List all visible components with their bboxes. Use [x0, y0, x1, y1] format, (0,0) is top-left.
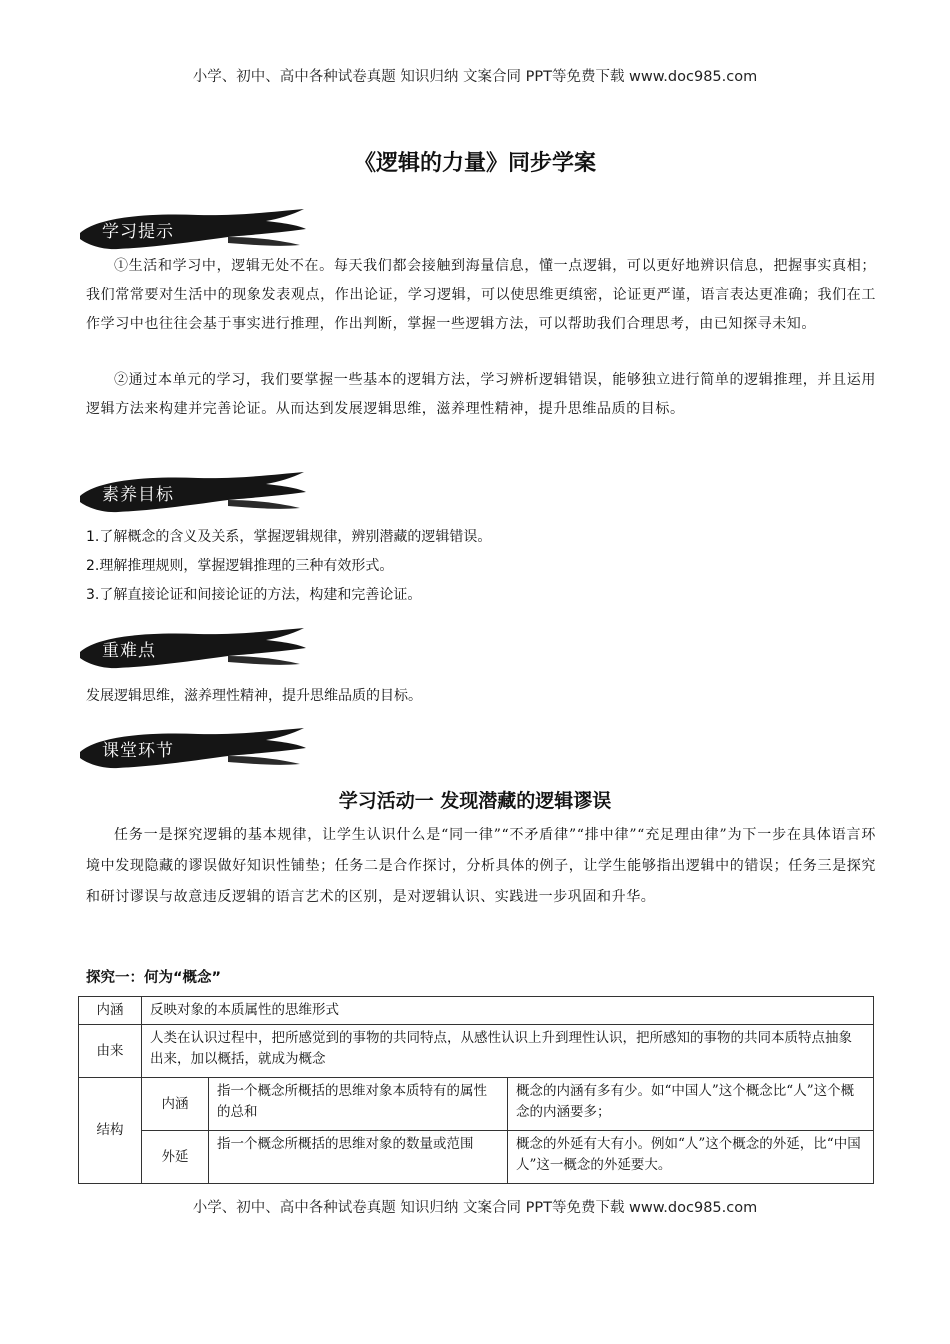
page-title: 《逻辑的力量》同步学案 [353, 151, 596, 176]
table-cell: 指一个概念所概括的思维对象本质特有的属性的总和 [209, 1078, 508, 1131]
question-title: 探究一：何为“概念” [86, 970, 222, 986]
concept-table [78, 996, 874, 1184]
activity-title: 学习活动一 发现潜藏的逻辑谬误 [338, 790, 612, 812]
table-cell-sub-label: 外延 [142, 1131, 209, 1184]
table-row [79, 1078, 874, 1131]
goal-item: 1.了解概念的含义及关系，掌握逻辑规律，辨别潜藏的逻辑错误。 [86, 529, 492, 545]
table-cell: 概念的内涵有多有少。如“中国人”这个概念比“人”这个概念的内涵要多； [508, 1078, 874, 1131]
activity-paragraph: 任务一是探究逻辑的基本规律，让学生认识什么是“同一律”“不矛盾律”“排中律”“充足理由律”为下一步在具体语言环境中发现隐藏的谬误做好知识性铺垫；任务二是合作探讨，分析具体的例子，让学生能够指出逻辑中的错误；任务三是探究和研讨谬误与故意违反逻辑的语言艺术的区别，是对逻辑认识、实践进一步巩固和升华。 [86, 827, 876, 905]
tips-paragraph-2: ②通过本单元的学习，我们要掌握一些基本的逻辑方法，学习辨析逻辑错误，能够独立进行简单的逻辑推理，并且运用逻辑方法来构建并完善论证。从而达到发展逻辑思维，滋养理性精神，提升思维品质的目标。 [86, 372, 876, 417]
key-points-text: 发展逻辑思维，滋养理性精神，提升思维品质的目标。 [86, 688, 422, 704]
section-banner-class [78, 726, 308, 772]
page-footer: 小学、初中、高中各种试卷真题 知识归纳 文案合同 PPT等免费下载 www.doc985.com [192, 1200, 758, 1216]
table-row [79, 1131, 874, 1184]
section-banner-tips [78, 207, 308, 253]
section-heading-class: 课堂环节 [102, 741, 174, 761]
table-cell-label: 内涵 [79, 997, 142, 1025]
page-header: 小学、初中、高中各种试卷真题 知识归纳 文案合同 PPT等免费下载 www.doc985.com [192, 69, 758, 85]
tips-paragraph-1: ①生活和学习中，逻辑无处不在。每天我们都会接触到海量信息，懂一点逻辑，可以更好地辨识信息，把握事实真相；我们常常要对生活中的现象发表观点，作出论证，学习逻辑，可以使思维更缜密，论证更严谨，语言表达更准确；我们在工作学习中也往往会基于事实进行推理，作出判断，掌握一些逻辑方法，可以帮助我们合理思考，由已知探寻未知。 [86, 258, 876, 332]
section-banner-key-points [78, 626, 308, 672]
table-cell: 反映对象的本质属性的思维形式 [142, 997, 874, 1025]
section-heading-goals: 素养目标 [102, 485, 174, 505]
table-cell: 概念的外延有大有小。例如“人”这个概念的外延，比“中国人”这一概念的外延要大。 [508, 1131, 874, 1184]
table-cell-label: 结构 [79, 1078, 142, 1184]
goal-item: 3.了解直接论证和间接论证的方法，构建和完善论证。 [86, 587, 422, 603]
table-row [79, 1025, 874, 1078]
table-cell: 人类在认识过程中，把所感觉到的事物的共同特点，从感性认识上升到理性认识，把所感知的事物的共同本质特点抽象出来，加以概括，就成为概念 [142, 1025, 874, 1078]
table-row [79, 997, 874, 1025]
table-cell: 指一个概念所概括的思维对象的数量或范围 [209, 1131, 508, 1184]
table-cell-label: 由来 [79, 1025, 142, 1078]
section-heading-key-points: 重难点 [102, 641, 156, 661]
section-heading-tips: 学习提示 [102, 222, 174, 242]
goal-item: 2.理解推理规则，掌握逻辑推理的三种有效形式。 [86, 558, 394, 574]
section-banner-goals [78, 470, 308, 516]
table-cell-sub-label: 内涵 [142, 1078, 209, 1131]
